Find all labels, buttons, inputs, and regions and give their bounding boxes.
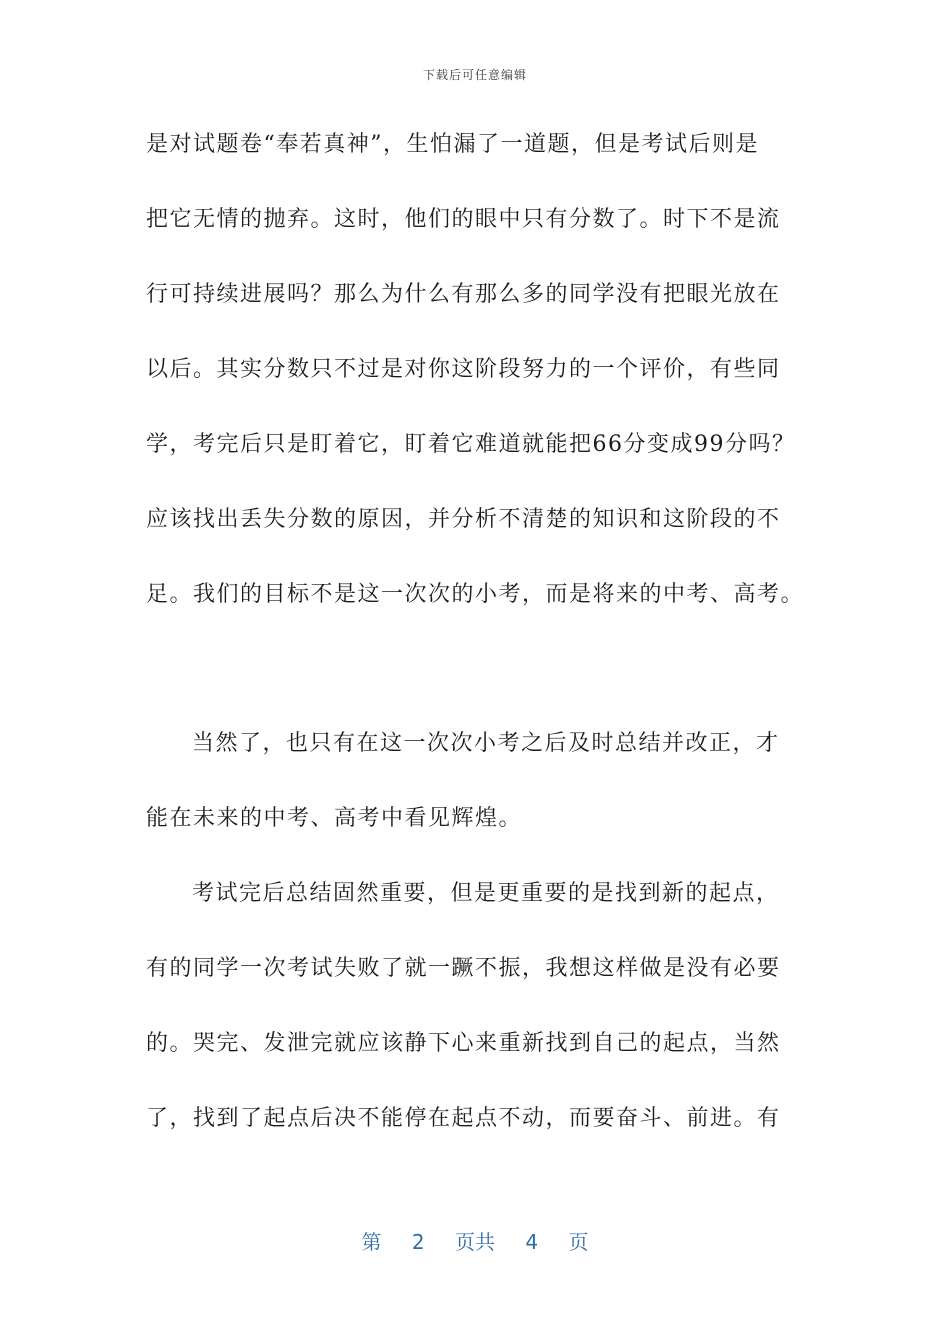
page-label-mid: 页共 <box>455 1230 495 1254</box>
body-line: 足。我们的目标不是这一次次的小考，而是将来的中考、高考。 <box>146 582 805 607</box>
page-header: 下载后可任意编辑 <box>422 68 527 82</box>
body-line: 以后。其实分数只不过是对你这阶段努力的一个评价，有些同 <box>146 357 781 382</box>
body-line: 行可持续进展吗？那么为什么有那么多的同学没有把眼光放在 <box>146 282 781 307</box>
body-line: 的。哭完、发泄完就应该静下心来重新找到自己的起点，当然 <box>146 1031 781 1056</box>
body-line: 能在未来的中考、高考中看见辉煌。 <box>146 806 523 831</box>
body-line: 应该找出丢失分数的原因，并分析不清楚的知识和这阶段的不 <box>146 507 781 532</box>
body-line: 有的同学一次考试失败了就一蹶不振，我想这样做是没有必要 <box>146 956 781 981</box>
page-label-suffix: 页 <box>568 1230 589 1254</box>
body-line: 把它无情的抛弃。这时，他们的眼中只有分数了。时下不是流 <box>146 207 781 232</box>
paragraph-first-line: 当然了，也只有在这一次次小考之后及时总结并改正，才 <box>192 731 780 756</box>
body-line: 了，找到了起点后决不能停在起点不动，而要奋斗、前进。有 <box>146 1106 781 1131</box>
paragraph-first-line: 考试完后总结固然重要，但是更重要的是找到新的起点， <box>192 881 780 906</box>
page-footer <box>0 1226 950 1255</box>
total-pages: 4 <box>525 1230 539 1254</box>
body-line: 是对试题卷“奉若真神”，生怕漏了一道题，但是考试后则是 <box>146 132 759 157</box>
body-line: 学，考完后只是盯着它，盯着它难道就能把66分变成99分吗？ <box>146 432 796 457</box>
page-number: 2 <box>411 1230 425 1254</box>
page-label-prefix: 第 <box>361 1230 382 1254</box>
